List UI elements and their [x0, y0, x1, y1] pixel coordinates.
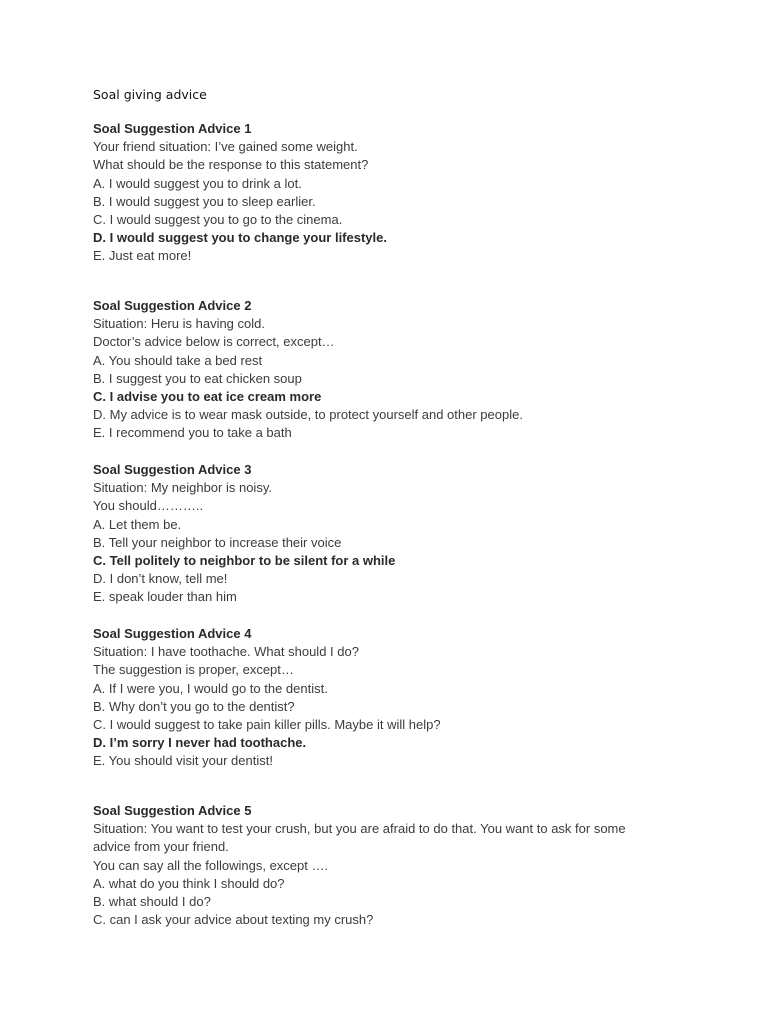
prompt-text: The suggestion is proper, except…	[93, 662, 294, 678]
option-e: E. I recommend you to take a bath	[93, 425, 292, 441]
situation-text: Your friend situation: I’ve gained some weight.	[93, 139, 358, 155]
option-c-correct-answer: C. I advise you to eat ice cream more	[93, 388, 322, 404]
question-heading: Soal Suggestion Advice 4	[93, 626, 252, 641]
question-2	[93, 297, 693, 443]
option-b: B. what should I do?	[93, 893, 211, 909]
question-heading: Soal Suggestion Advice 5	[93, 803, 252, 818]
option-b: B. I would suggest you to sleep earlier.	[93, 193, 316, 209]
situation-text: Situation: My neighbor is noisy.	[93, 480, 272, 496]
option-c-correct-answer: C. Tell politely to neighbor to be silent for a while	[93, 552, 396, 568]
prompt-text: You should………..	[93, 498, 204, 514]
question-1	[93, 120, 693, 266]
question-heading: Soal Suggestion Advice 3	[93, 462, 252, 477]
question-heading: Soal Suggestion Advice 1	[93, 121, 252, 136]
prompt-text: What should be the response to this statement?	[93, 157, 369, 173]
question-5	[93, 802, 663, 929]
option-d: D. I don’t know, tell me!	[93, 571, 228, 587]
prompt-text: You can say all the followings, except ….	[93, 857, 329, 873]
document-title: Soal giving advice	[93, 87, 207, 102]
question-3	[93, 461, 693, 607]
question-4	[93, 625, 693, 771]
option-e: E. speak louder than him	[93, 589, 237, 605]
option-a: A. Let them be.	[93, 516, 182, 532]
situation-text: Situation: Heru is having cold.	[93, 316, 265, 332]
option-b: B. Why don’t you go to the dentist?	[93, 698, 295, 714]
option-b: B. I suggest you to eat chicken soup	[93, 370, 302, 386]
option-d-correct-answer: D. I’m sorry I never had toothache.	[93, 735, 307, 751]
option-a: A. what do you think I should do?	[93, 875, 285, 891]
option-a: A. You should take a bed rest	[93, 352, 263, 368]
option-c: C. can I ask your advice about texting my crush?	[93, 912, 374, 928]
situation-text: Situation: I have toothache. What should I do?	[93, 644, 359, 660]
option-a: A. I would suggest you to drink a lot.	[93, 175, 302, 191]
option-c: C. I would suggest to take pain killer pills. Maybe it will help?	[93, 716, 441, 732]
situation-text: Situation: You want to test your crush, but you are afraid to do that. You want to ask for some advice from your friend.	[93, 821, 626, 855]
prompt-text: Doctor’s advice below is correct, except…	[93, 334, 335, 350]
option-d: D. My advice is to wear mask outside, to protect yourself and other people.	[93, 407, 523, 423]
question-heading: Soal Suggestion Advice 2	[93, 298, 252, 313]
option-e: E. Just eat more!	[93, 248, 192, 264]
option-c: C. I would suggest you to go to the cinema.	[93, 211, 343, 227]
option-b: B. Tell your neighbor to increase their voice	[93, 534, 342, 550]
option-d-correct-answer: D. I would suggest you to change your lifestyle.	[93, 230, 387, 246]
option-a: A. If I were you, I would go to the dentist.	[93, 680, 328, 696]
option-e: E. You should visit your dentist!	[93, 753, 273, 769]
